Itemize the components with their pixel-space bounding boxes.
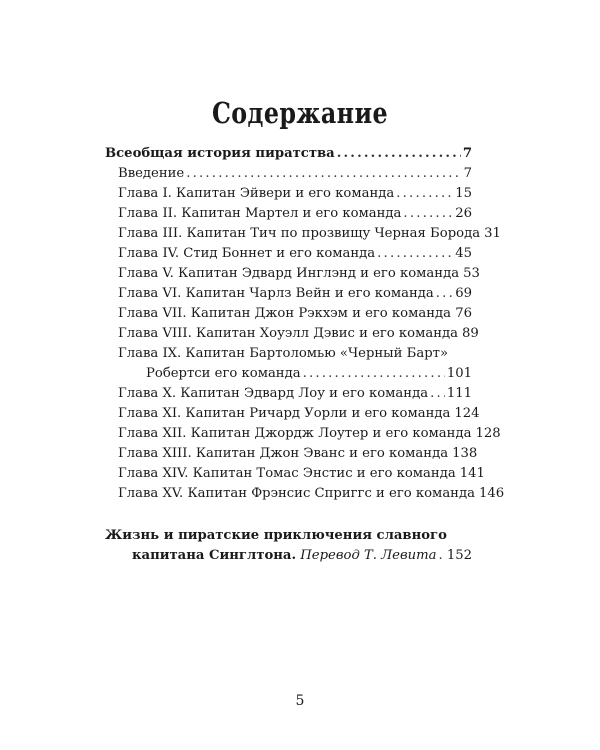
toc-entry-page: 146: [478, 486, 505, 501]
toc-entry[interactable]: [105, 264, 480, 284]
toc-leader-dots: [430, 384, 445, 404]
toc-entry-title-bold: капитана Синглтона.: [132, 548, 297, 563]
toc-entry-page: 152: [446, 548, 472, 563]
toc-entry[interactable]: [105, 464, 485, 484]
toc-entry[interactable]: [105, 484, 505, 504]
toc-entry[interactable]: [105, 284, 472, 304]
toc-entry-title: Глава X. Капитан Эдвард Лоу и его команда: [118, 386, 429, 401]
page-title: Содержание: [211, 96, 389, 130]
toc-entry-page: 69: [455, 286, 472, 301]
toc-entry[interactable]: [105, 444, 478, 464]
toc-entry-page: 7: [462, 146, 472, 161]
toc-leader-dots: [377, 244, 453, 264]
toc-section2-line1: [105, 526, 472, 546]
toc-entry-page: 141: [459, 466, 485, 481]
toc-entry-page: 31: [484, 226, 501, 241]
table-of-contents: [105, 144, 505, 566]
toc-entry-title: Глава II. Капитан Мартел и его команда: [118, 206, 402, 221]
toc-leader-dots: [303, 364, 445, 384]
toc-entry-page: 76: [455, 306, 472, 321]
toc-entry-page: 128: [475, 426, 501, 441]
toc-entry-title: Робертси его команда: [146, 366, 301, 381]
toc-entry-title: Введение: [118, 166, 185, 181]
toc-entry-title: Глава III. Капитан Тич по прозвищу Черная Борода: [118, 226, 481, 241]
toc-entry-title: Всеобщая история пиратства: [105, 146, 335, 161]
toc-entry-title: Глава XIII. Капитан Джон Эванс и его команда: [118, 446, 449, 461]
toc-entry-title: Жизнь и пиратские приключения славного: [105, 528, 447, 543]
toc-entry-page: 101: [446, 366, 472, 381]
toc-entry-title: Глава VIII. Капитан Хоуэлл Дэвис и его команда: [118, 326, 458, 341]
toc-entry[interactable]: [105, 184, 472, 204]
toc-entry[interactable]: [105, 384, 472, 404]
toc-entry-title: Глава VII. Капитан Джон Рэкхэм и его команда: [118, 306, 452, 321]
toc-entry-page: 15: [455, 186, 472, 201]
toc-leader-dots: [439, 546, 445, 566]
toc-entry[interactable]: [105, 344, 472, 364]
toc-leader-dots: [403, 204, 453, 224]
toc-entry-page: 45: [455, 246, 472, 261]
toc-leader-dots: [436, 284, 453, 304]
toc-entry-page: 26: [455, 206, 472, 221]
toc-entry-title: Глава XV. Капитан Фрэнсис Сприггс и его команда: [118, 486, 475, 501]
page-number: 5: [295, 693, 305, 709]
toc-entry-page: 111: [446, 386, 472, 401]
toc-entry[interactable]: [105, 304, 472, 324]
toc-entry-page: 138: [452, 446, 478, 461]
toc-leader-dots: [337, 144, 461, 164]
toc-entry-title: Глава IX. Капитан Бартоломью «Черный Барт»: [118, 346, 449, 361]
toc-entry[interactable]: [105, 204, 472, 224]
toc-entry[interactable]: [105, 244, 472, 264]
toc-entry-title: Глава VI. Капитан Чарлз Вейн и его команда: [118, 286, 434, 301]
toc-section-heading[interactable]: [105, 144, 472, 164]
toc-section-2[interactable]: [105, 526, 472, 566]
toc-entry-page: 124: [454, 406, 480, 421]
toc-entry-title: Глава XIV. Капитан Томас Энстис и его команда: [118, 466, 456, 481]
toc-entry-title: Глава XII. Капитан Джордж Лоутер и его команда: [118, 426, 472, 441]
toc-entry[interactable]: [105, 364, 472, 384]
toc-section2-line2: [105, 546, 472, 566]
toc-entry-page: 7: [463, 166, 472, 181]
toc-entry-page: 53: [463, 266, 480, 281]
toc-entry[interactable]: [105, 164, 472, 184]
toc-leader-dots: [396, 184, 453, 204]
toc-entry-title: Глава V. Капитан Эдвард Инглэнд и его команда: [118, 266, 460, 281]
toc-entry-title: Глава I. Капитан Эйвери и его команда: [118, 186, 395, 201]
toc-entry[interactable]: [105, 404, 480, 424]
toc-entry[interactable]: [105, 424, 501, 444]
toc-entry-title: Глава IV. Стид Боннет и его команда: [118, 246, 376, 261]
toc-entry[interactable]: [105, 224, 501, 244]
toc-entry-translator: Перевод Т. Левита: [300, 548, 437, 563]
toc-leader-dots: [186, 164, 461, 184]
toc-entry[interactable]: [105, 324, 479, 344]
toc-entry-page: 89: [462, 326, 479, 341]
toc-entry-title: Глава XI. Капитан Ричард Уорли и его команда: [118, 406, 451, 421]
